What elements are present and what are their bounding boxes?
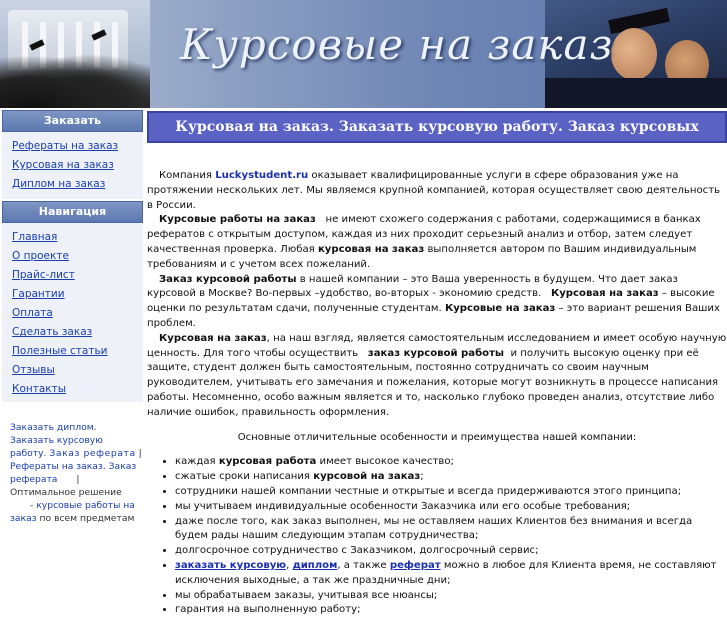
header-banner — [0, 0, 727, 108]
footer-link-referaty[interactable]: Рефераты на заказ. — [10, 461, 106, 472]
nav-link-reviews[interactable]: Отзывы — [12, 364, 55, 376]
list-item: • сжатые сроки написания курсовой на заказ; — [175, 470, 727, 485]
list-item: • даже после того, как заказ выполнен, мы не оставляем наших Клиентов без внимания и всегда будем рады нашим следующим этапам сотрудничества; — [175, 515, 727, 545]
paragraph: Заказ курсовой работы в нашей компании – это Ваша уверенность в будущем. Что дает заказ курсовой в Москве? Во-первых –удобство, во-вторых - экономию средств. Курсовая на заказ – высокие оценки по результатам сдачи, полученные студентам. Курсовые на заказ – это вариант решения Ваших проблем. — [147, 273, 720, 329]
page-title: Курсовая на заказ. Заказать курсовую работу. Заказ курсовых — [147, 111, 727, 143]
separator: | — [76, 474, 80, 485]
list-item — [2, 174, 143, 193]
list-item — [2, 246, 143, 265]
sidebar-heading-navigation: Навигация — [2, 201, 143, 223]
list-item — [2, 341, 143, 360]
list-item: • мы учитываем индивидуальные особенности Заказчика или его особые требования; — [175, 500, 727, 515]
separator: | — [138, 448, 142, 459]
link-order-kursovaya[interactable]: заказать курсовую — [175, 559, 287, 571]
list-item — [2, 303, 143, 322]
list-item: • мы обрабатываем заказы, учитывая все нюансы; — [175, 589, 727, 604]
footer-link-diplom[interactable]: Заказать диплом. — [10, 422, 97, 433]
list-item: • гарантия на выполненную работу; — [175, 603, 727, 618]
features-heading: Основные отличительные особенности и преимущества нашей компании: — [237, 431, 637, 443]
order-menu — [2, 132, 143, 199]
article-body — [147, 143, 727, 618]
list-item — [2, 379, 143, 398]
nav-link-order[interactable]: Сделать заказ — [12, 326, 93, 338]
brand-name: Luckystudent.ru — [215, 170, 309, 181]
nav-link-home[interactable]: Главная — [12, 231, 58, 243]
navigation-menu — [2, 223, 143, 402]
banner-photo-left — [0, 0, 150, 108]
list-item — [2, 155, 143, 174]
nav-link-guarantees[interactable]: Гарантии — [12, 288, 65, 300]
list-item — [2, 138, 143, 155]
site-title: Курсовые на заказ — [180, 20, 614, 69]
paragraph: Курсовая на заказ, на наш взгляд, является самостоятельным исследованием и имеет особую научную ценность. Для того чтобы осуществить заказ курсовой работы и получить высокую оценку при её защите, студент должен быть самостоятельным, постоянно сотрудничать со своим научным руководителем, учитывать его замечания и пожелания, которые могут возникнуть в процессе написания работы. Несомненно, особо важным является и то, насколько глубоко проведен анализ, отсутствие либо наличие ошибок, правильность оформления. — [147, 332, 727, 418]
nav-link-price[interactable]: Прайс-лист — [12, 269, 75, 281]
nav-link-about[interactable]: О проекте — [12, 250, 69, 262]
list-item — [2, 284, 143, 303]
separator: - — [30, 500, 34, 511]
footer-link-kursovye[interactable]: курсовые работы на заказ — [10, 500, 135, 524]
nav-link-contacts[interactable]: Контакты — [12, 383, 67, 395]
features-list — [147, 455, 727, 618]
sidebar — [0, 108, 145, 545]
link-referat[interactable]: реферат — [389, 559, 441, 571]
nav-link-articles[interactable]: Полезные статьи — [12, 345, 108, 357]
sidebar-heading-order: Заказать — [2, 110, 143, 132]
link-diplom[interactable]: диплом — [292, 559, 338, 571]
footer-link-kursovaya[interactable]: Заказать курсовую работу. — [10, 435, 103, 459]
main-content — [147, 108, 727, 616]
paragraph: Компания Luckystudent.ru оказывает квалифицированные услуги в сфере образования уже на протяжении нескольких лет. Мы являемся крупной компанией, которая осуществляет свою деятельность в России. — [147, 170, 721, 211]
list-item: • заказать курсовую, диплом, а также реферат можно в любое для Клиента время, не составляют исключения выходные, а так же праздничные дни; — [175, 559, 727, 589]
footer-text: по всем предметам — [39, 513, 135, 524]
sidebar-footer-links — [10, 421, 142, 525]
footer-link-referat-2[interactable]: Заказ реферата — [10, 461, 137, 485]
paragraph: Курсовые работы на заказ не имеют схожего содержания с работами, содержащимися в банках рефератов с открытым доступом, каждая из них проходит серьезный анализ и отбор, затем следует качественная проверка. Любая курсовая на заказ выполняется автором по Вашим индивидуальным требованиям и с учетом всех пожеланий. — [147, 214, 701, 270]
list-item — [2, 360, 143, 379]
footer-link-referat[interactable]: Заказ реферата — [49, 448, 136, 459]
list-item — [2, 229, 143, 246]
sidebar-link-referaty[interactable]: Рефераты на заказ — [12, 140, 119, 152]
graduates-crowd-image — [0, 55, 150, 108]
nav-link-payment[interactable]: Оплата — [12, 307, 53, 319]
footer-text: Оптимальное решение — [10, 487, 122, 498]
list-item — [2, 265, 143, 284]
sidebar-link-diplom[interactable]: Диплом на заказ — [12, 178, 106, 190]
list-item: • долгосрочное сотрудничество с Заказчиком, долгосрочный сервис; — [175, 544, 727, 559]
list-item: • каждая курсовая работа имеет высокое качество; — [175, 455, 727, 470]
list-item: • сотрудники нашей компании честные и открытые и всегда придерживаются этого принципа; — [175, 485, 727, 500]
list-item — [2, 322, 143, 341]
sidebar-link-kursovaya[interactable]: Курсовая на заказ — [12, 159, 114, 171]
